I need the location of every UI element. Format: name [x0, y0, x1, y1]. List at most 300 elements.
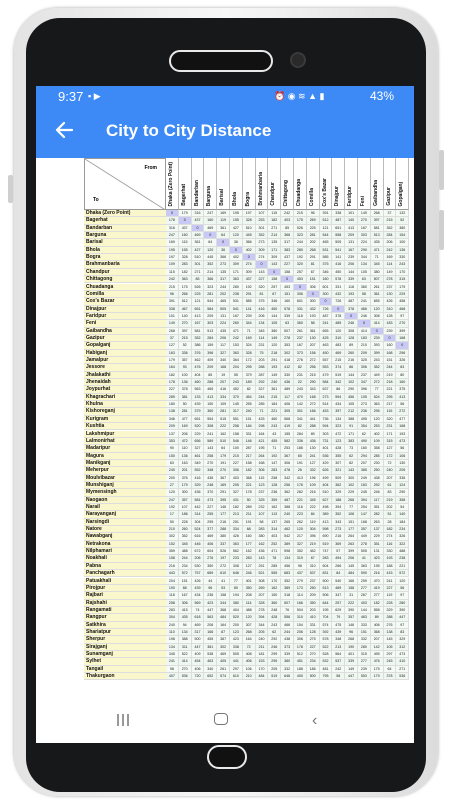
distance-cell: 610: [217, 570, 230, 577]
distance-cell: 101: [345, 210, 358, 217]
distance-cell: 301: [294, 408, 307, 415]
distance-cell: 401: [320, 445, 333, 452]
distance-cell: 290: [345, 386, 358, 393]
distance-cell: 470: [371, 578, 384, 585]
distance-cell: 179: [396, 284, 409, 291]
distance-cell: 412: [281, 364, 294, 371]
distance-cell: 391: [320, 210, 333, 217]
distance-cell: 357: [345, 614, 358, 621]
distance-cell: 322: [396, 541, 409, 548]
distance-cell: 246: [268, 644, 281, 651]
distance-cell: 166: [345, 578, 358, 585]
distance-cell: 352: [192, 335, 205, 342]
distance-cell: 134: [358, 261, 371, 268]
row-header: Magura: [84, 453, 166, 460]
distance-cell: 320: [294, 261, 307, 268]
distance-cell: 210: [358, 342, 371, 349]
distance-cell: 231: [294, 372, 307, 379]
distance-cell: 227: [256, 276, 269, 283]
distance-cell: 795: [320, 673, 333, 680]
distance-cell: 637: [320, 386, 333, 393]
distance-cell: 114: [384, 261, 397, 268]
distance-cell: 171: [268, 247, 281, 254]
distance-cell: 0: [358, 320, 371, 327]
distance-cell: 361: [192, 239, 205, 246]
distance-cell: 206: [217, 335, 230, 342]
distance-cell: 558: [371, 607, 384, 614]
distance-cell: 455: [268, 438, 281, 445]
row-header: Netrakona: [84, 541, 166, 548]
row-header: Dhaka (Zero Point): [84, 210, 166, 217]
distance-cell: 192: [268, 453, 281, 460]
distance-cell: 336: [179, 350, 192, 357]
back-nav-icon[interactable]: ‹: [312, 712, 318, 729]
distance-cell: 447: [192, 644, 205, 651]
distance-cell: 177: [243, 541, 256, 548]
distance-cell: 363: [358, 563, 371, 570]
distance-cell: 270: [217, 467, 230, 474]
distance-cell: 71: [268, 445, 281, 452]
distance-cell: 123: [332, 438, 345, 445]
distance-cell: 215: [230, 453, 243, 460]
distance-cell: 150: [268, 592, 281, 599]
distance-cell: 338: [332, 210, 345, 217]
distance-cell: 120: [243, 614, 256, 621]
distance-cell: 308: [345, 328, 358, 335]
distance-cell: 510: [192, 254, 205, 261]
distance-cell: 206: [294, 629, 307, 636]
distance-cell: 82: [294, 423, 307, 430]
distance-cell: 581: [371, 225, 384, 232]
distance-cell: 22: [294, 379, 307, 386]
distance-cell: 256: [307, 364, 320, 371]
distance-cell: 436: [256, 548, 269, 555]
distance-cell: 270: [179, 666, 192, 673]
distance-cell: 377: [204, 526, 217, 533]
distance-cell: 102: [345, 379, 358, 386]
distance-cell: 217: [384, 401, 397, 408]
distance-cell: 166: [294, 600, 307, 607]
distance-cell: 378: [345, 306, 358, 313]
distance-cell: 182: [371, 600, 384, 607]
distance-cell: 358: [396, 497, 409, 504]
distance-cell: 338: [230, 644, 243, 651]
distance-cell: 536: [396, 673, 409, 680]
distance-cell: 327: [192, 445, 205, 452]
distance-cell: 400: [294, 673, 307, 680]
distance-cell: 487: [281, 497, 294, 504]
distance-cell: 352: [256, 232, 269, 239]
column-header-label: Bagerhat: [180, 184, 187, 206]
distance-cell: 532: [320, 658, 333, 665]
distance-cell: 381: [204, 644, 217, 651]
distance-cell: 454: [192, 658, 205, 665]
distance-cell: 413: [204, 394, 217, 401]
distance-cell: 258: [204, 453, 217, 460]
distance-cell: 143: [256, 269, 269, 276]
distance-cell: 227: [384, 585, 397, 592]
distance-cell: 145: [384, 636, 397, 643]
distance-cell: 556: [281, 614, 294, 621]
distance-cell: 223: [294, 511, 307, 518]
distance-cell: 284: [204, 335, 217, 342]
distance-cell: 260: [179, 526, 192, 533]
distance-cell: 290: [396, 489, 409, 496]
distance-cell: 542: [281, 533, 294, 540]
distance-cell: 347: [358, 379, 371, 386]
row-header: Bhola: [84, 247, 166, 254]
distance-cell: 283: [243, 555, 256, 562]
distance-cell: 268: [345, 497, 358, 504]
distance-cell: 487: [320, 313, 333, 320]
distance-cell: 288: [384, 614, 397, 621]
distance-cell: 245: [384, 658, 397, 665]
to-label: To: [93, 197, 99, 203]
distance-cell: 262: [294, 519, 307, 526]
distance-cell: 361: [371, 291, 384, 298]
distance-cell: 399: [396, 328, 409, 335]
distance-cell: 204: [166, 578, 179, 585]
distance-cell: 487: [332, 217, 345, 224]
distance-cell: 109: [217, 401, 230, 408]
distance-cell: 329: [396, 636, 409, 643]
distance-cell: 216: [166, 563, 179, 570]
distance-cell: 0: [166, 210, 179, 217]
distance-cell: 757: [192, 570, 205, 577]
distance-cell: 320: [384, 416, 397, 423]
distance-cell: 241: [384, 578, 397, 585]
distance-cell: 544: [204, 298, 217, 305]
distance-cell: 244: [179, 555, 192, 562]
distance-table[interactable]: [84, 158, 414, 703]
front-camera: [290, 52, 306, 68]
distance-cell: 436: [307, 438, 320, 445]
distance-cell: 163: [358, 482, 371, 489]
distance-cell: 359: [268, 497, 281, 504]
distance-cell: 186: [294, 445, 307, 452]
distance-cell: 353: [281, 342, 294, 349]
distance-cell: 57: [332, 548, 345, 555]
distance-cell: 425: [320, 335, 333, 342]
distance-cell: 328: [243, 350, 256, 357]
distance-cell: 406: [371, 622, 384, 629]
distance-cell: 275: [307, 636, 320, 643]
distance-cell: 221: [384, 386, 397, 393]
column-header-label: Bogra: [244, 191, 251, 206]
distance-cell: 326: [396, 533, 409, 540]
distance-cell: 397: [332, 408, 345, 415]
distance-cell: 354: [358, 423, 371, 430]
distance-cell: 106: [396, 453, 409, 460]
distance-cell: 221: [243, 482, 256, 489]
distance-cell: 0: [243, 254, 256, 261]
distance-cell: 239: [345, 254, 358, 261]
distance-cell: 85: [281, 225, 294, 232]
back-arrow-icon[interactable]: [54, 120, 74, 140]
column-header-label: Gazipur: [385, 187, 392, 206]
distance-cell: 495: [358, 416, 371, 423]
distance-cell: 272: [371, 379, 384, 386]
distance-cell: 175: [371, 666, 384, 673]
distance-cell: 362: [281, 489, 294, 496]
distance-cell: 268: [166, 328, 179, 335]
distance-cell: 256: [281, 482, 294, 489]
distance-cell: 0: [204, 232, 217, 239]
distance-cell: 345: [166, 651, 179, 658]
distance-cell: 505: [332, 239, 345, 246]
distance-cell: 164: [256, 431, 269, 438]
distance-cell: 277: [358, 585, 371, 592]
row-header: Khulna: [84, 401, 166, 408]
distance-cell: 404: [320, 482, 333, 489]
distance-cell: 170: [256, 666, 269, 673]
distance-cell: 320: [256, 284, 269, 291]
distance-cell: 626: [320, 467, 333, 474]
distance-cell: 317: [217, 276, 230, 283]
row-header: Pirojpur: [84, 585, 166, 592]
distance-cell: 512: [179, 298, 192, 305]
distance-cell: 405: [217, 658, 230, 665]
row-header: Khagrachari: [84, 394, 166, 401]
distance-cell: 36: [217, 247, 230, 254]
distance-cell: 191: [294, 460, 307, 467]
distance-cell: 563: [204, 614, 217, 621]
distance-cell: 240: [281, 511, 294, 518]
distance-cell: 160: [384, 342, 397, 349]
distance-cell: 238: [230, 291, 243, 298]
distance-cell: 120: [332, 328, 345, 335]
distance-cell: 143: [345, 467, 358, 474]
distance-cell: 247: [166, 232, 179, 239]
distance-cell: 281: [204, 291, 217, 298]
distance-cell: 176: [294, 482, 307, 489]
distance-cell: 564: [332, 651, 345, 658]
distance-cell: 426: [230, 533, 243, 540]
row-header: Rangpur: [84, 614, 166, 621]
distance-cell: 276: [384, 622, 397, 629]
distance-cell: 168: [217, 364, 230, 371]
distance-cell: 163: [179, 460, 192, 467]
distance-cell: 330: [384, 548, 397, 555]
distance-cell: 337: [217, 541, 230, 548]
distance-cell: 345: [371, 261, 384, 268]
distance-cell: 392: [320, 629, 333, 636]
distance-cell: 213: [332, 644, 345, 651]
distance-cell: 370: [204, 489, 217, 496]
distance-cell: 295: [384, 394, 397, 401]
distance-cell: 302: [166, 533, 179, 540]
distance-cell: 434: [192, 592, 205, 599]
distance-cell: 169: [384, 254, 397, 261]
distance-cell: 117: [281, 394, 294, 401]
distance-cell: 581: [192, 497, 205, 504]
distance-cell: 189: [243, 379, 256, 386]
recent-apps-icon[interactable]: [116, 713, 130, 727]
distance-cell: 151: [358, 629, 371, 636]
distance-cell: 237: [256, 489, 269, 496]
distance-cell: 419: [371, 585, 384, 592]
row-header: Rangamati: [84, 607, 166, 614]
distance-cell: 468: [396, 306, 409, 313]
distance-cell: 441: [307, 416, 320, 423]
distance-cell: 610: [230, 673, 243, 680]
distance-cell: 258: [268, 475, 281, 482]
distance-cell: 229: [345, 489, 358, 496]
row-header: Chittagong: [84, 276, 166, 283]
distance-cell: 215: [179, 335, 192, 342]
distance-cell: 747: [320, 548, 333, 555]
distance-cell: 264: [345, 533, 358, 540]
distance-cell: 557: [320, 357, 333, 364]
distance-cell: 259: [358, 578, 371, 585]
distance-cell: 98: [294, 563, 307, 570]
row-header: Gaibandha: [84, 328, 166, 335]
distance-cell: 89: [371, 614, 384, 621]
distance-cell: 144: [358, 607, 371, 614]
distance-cell: 271: [396, 666, 409, 673]
distance-cell: 17: [166, 511, 179, 518]
distance-cell: 578: [281, 306, 294, 313]
column-header: [396, 158, 409, 210]
distance-cell: 67: [268, 291, 281, 298]
distance-cell: 530: [192, 563, 205, 570]
distance-cell: 96: [345, 629, 358, 636]
distance-cell: 260: [230, 320, 243, 327]
distance-cell: 101: [166, 313, 179, 320]
distance-cell: 207: [256, 592, 269, 599]
distance-cell: 500: [192, 636, 205, 643]
row-header: Chandpur: [84, 269, 166, 276]
distance-cell: 238: [396, 555, 409, 562]
distance-cell: 0: [230, 247, 243, 254]
distance-cell: 154: [396, 232, 409, 239]
distance-cell: 368: [217, 607, 230, 614]
distance-cell: 363: [230, 541, 243, 548]
distance-cell: 37: [384, 210, 397, 217]
distance-cell: 373: [281, 644, 294, 651]
distance-cell: 208: [243, 592, 256, 599]
distance-cell: 171: [345, 431, 358, 438]
distance-cell: 79: [332, 614, 345, 621]
distance-cell: 409: [204, 357, 217, 364]
distance-cell: 167: [358, 225, 371, 232]
distance-cell: 453: [281, 284, 294, 291]
distance-cell: 379: [243, 372, 256, 379]
distance-cell: 601: [320, 284, 333, 291]
row-header: Shariatpur: [84, 629, 166, 636]
distance-cell: 265: [281, 519, 294, 526]
distance-cell: 175: [179, 284, 192, 291]
distance-cell: 472: [332, 431, 345, 438]
distance-cell: 237: [294, 335, 307, 342]
column-header: [281, 158, 294, 210]
distance-cell: 336: [294, 438, 307, 445]
distance-cell: 361: [307, 328, 320, 335]
distance-cell: 243: [294, 386, 307, 393]
distance-cell: 120: [371, 416, 384, 423]
distance-cell: 182: [179, 269, 192, 276]
distance-cell: 128: [307, 629, 320, 636]
distance-cell: 152: [166, 541, 179, 548]
distance-cell: 463: [358, 614, 371, 621]
distance-cell: 306: [294, 291, 307, 298]
distance-cell: 301: [256, 225, 269, 232]
distance-cell: 290: [358, 247, 371, 254]
distance-cell: 149: [268, 335, 281, 342]
distance-cell: 270: [204, 460, 217, 467]
distance-cell: 130: [307, 445, 320, 452]
distance-cell: 341: [294, 416, 307, 423]
distance-cell: 531: [230, 298, 243, 305]
distance-cell: 327: [256, 386, 269, 393]
distance-cell: 127: [307, 460, 320, 467]
distance-cell: 100: [179, 372, 192, 379]
distance-cell: 188: [384, 563, 397, 570]
distance-cell: 43: [268, 431, 281, 438]
distance-cell: 309: [256, 247, 269, 254]
column-header-label: Brahmanbaria: [257, 172, 264, 206]
distance-cell: 390: [396, 607, 409, 614]
distance-cell: 315: [396, 276, 409, 283]
distance-cell: 211: [243, 511, 256, 518]
distance-cell: 375: [396, 386, 409, 393]
distance-cell: 477: [179, 416, 192, 423]
distance-cell: 246: [358, 313, 371, 320]
distance-cell: 618: [192, 614, 205, 621]
distance-cell: 291: [268, 357, 281, 364]
distance-cell: 221: [268, 408, 281, 415]
home-icon[interactable]: [214, 713, 228, 725]
distance-cell: 162: [217, 431, 230, 438]
distance-cell: 206: [192, 555, 205, 562]
distance-cell: 277: [371, 592, 384, 599]
distance-cell: 455: [204, 636, 217, 643]
distance-cell: 191: [243, 519, 256, 526]
distance-cell: 271: [268, 225, 281, 232]
distance-cell: 373: [294, 350, 307, 357]
distance-cell: 170: [268, 578, 281, 585]
row-header: Rajbari: [84, 592, 166, 599]
distance-cell: 332: [358, 636, 371, 643]
distance-cell: 169: [217, 482, 230, 489]
distance-cell: 191: [217, 460, 230, 467]
distance-cell: 84: [307, 511, 320, 518]
distance-cell: 179: [179, 482, 192, 489]
distance-cell: 450: [320, 350, 333, 357]
distance-cell: 346: [268, 298, 281, 305]
distance-cell: 168: [396, 423, 409, 430]
distance-cell: 192: [243, 284, 256, 291]
distance-cell: 242: [384, 247, 397, 254]
distance-cell: 107: [256, 210, 269, 217]
distance-cell: 308: [371, 313, 384, 320]
distance-cell: 264: [256, 453, 269, 460]
column-header-label: Dhaka (Zero Point): [168, 161, 174, 206]
distance-cell: 366: [243, 239, 256, 246]
distance-cell: 131: [217, 313, 230, 320]
distance-cell: 505: [217, 306, 230, 313]
distance-cell: 396: [204, 350, 217, 357]
distance-cell: 121: [192, 298, 205, 305]
distance-cell: 137: [166, 431, 179, 438]
distance-cell: 218: [384, 379, 397, 386]
distance-cell: 396: [307, 533, 320, 540]
row-header: Jessore: [84, 364, 166, 371]
distance-cell: 295: [268, 658, 281, 665]
distance-cell: 362: [332, 482, 345, 489]
row-header: Narsingdi: [84, 519, 166, 526]
distance-cell: 195: [166, 247, 179, 254]
